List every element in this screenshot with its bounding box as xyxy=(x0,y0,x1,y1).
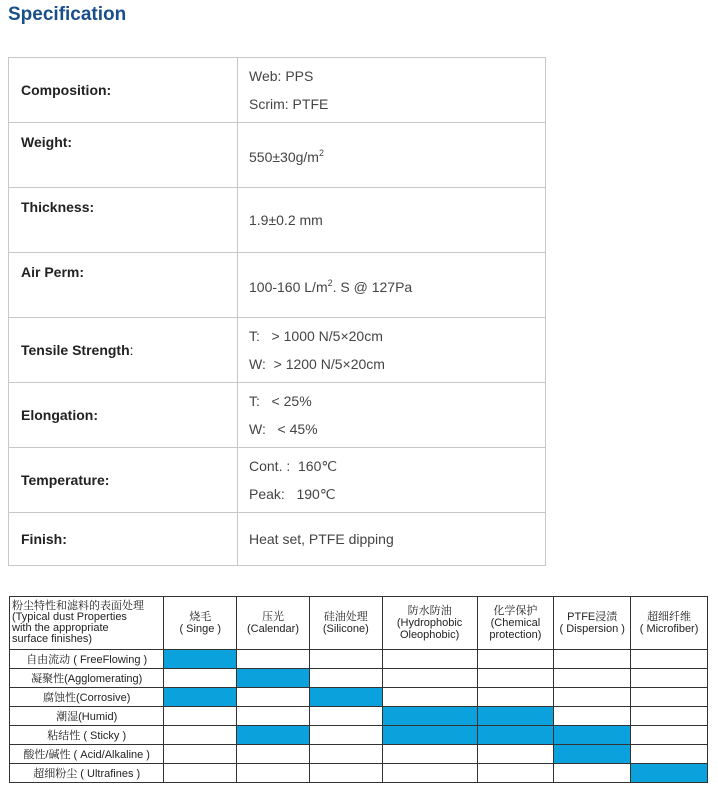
header-line: with the appropriate xyxy=(12,622,109,634)
dust-row-label: 超细粉尘 ( Ultrafines ) xyxy=(10,764,164,783)
page-title: Specification xyxy=(8,4,127,25)
superscript: 2 xyxy=(318,148,324,158)
spec-value-line: Scrim: PTFE xyxy=(249,96,329,112)
dust-cell-highlighted xyxy=(237,726,310,745)
spec-row-air-perm xyxy=(9,253,546,318)
dust-cell xyxy=(309,726,382,745)
dust-properties-table xyxy=(9,596,708,783)
superscript: 2 xyxy=(327,278,333,288)
spec-value: Heat set, PTFE dipping xyxy=(238,513,546,566)
spec-label xyxy=(9,318,238,383)
dust-row xyxy=(10,745,708,764)
spec-label-colon: : xyxy=(129,342,134,358)
dust-row-label: 粘结性 ( Sticky ) xyxy=(10,726,164,745)
header-line: surface finishes) xyxy=(12,633,93,645)
dust-cell-highlighted xyxy=(382,707,477,726)
spec-label: Finish: xyxy=(9,513,238,566)
spec-value-text: 100-160 L/m xyxy=(249,279,328,295)
dust-cell xyxy=(477,669,554,688)
dust-col-header xyxy=(631,597,708,650)
spec-value xyxy=(238,448,546,513)
dust-row xyxy=(10,764,708,783)
col-line: (Silicone) xyxy=(322,623,369,635)
dust-cell-highlighted xyxy=(554,745,631,764)
spec-label: Elongation: xyxy=(9,383,238,448)
dust-cell xyxy=(237,688,310,707)
dust-cell xyxy=(237,745,310,764)
spec-row-composition xyxy=(9,58,546,123)
dust-cell xyxy=(164,669,237,688)
col-line: ( Dispersion ) xyxy=(559,623,625,635)
specification-table xyxy=(8,57,546,566)
dust-cell xyxy=(382,669,477,688)
spec-label-text: Air Perm: xyxy=(21,264,85,280)
dust-col-header xyxy=(554,597,631,650)
spec-value-text: 550±30g/m xyxy=(249,149,319,165)
dust-cell-highlighted xyxy=(164,650,237,669)
dust-row xyxy=(10,688,708,707)
spec-value-line: T: < 25% xyxy=(249,393,312,409)
dust-cell xyxy=(237,707,310,726)
dust-cell xyxy=(164,726,237,745)
spec-row-temperature xyxy=(9,448,546,513)
dust-cell-highlighted xyxy=(237,669,310,688)
dust-cell xyxy=(164,707,237,726)
dust-row-label: 酸性/碱性 ( Acid/Alkaline ) xyxy=(10,745,164,764)
spec-label xyxy=(9,123,238,188)
dust-cell-highlighted xyxy=(631,764,708,783)
dust-cell-highlighted xyxy=(477,726,554,745)
dust-cell xyxy=(309,650,382,669)
spec-label-text: Tensile Strength xyxy=(21,342,130,358)
dust-cell xyxy=(477,650,554,669)
dust-cell xyxy=(554,688,631,707)
dust-cell xyxy=(382,764,477,783)
spec-label-text: Weight: xyxy=(21,134,73,150)
dust-cell-highlighted xyxy=(554,726,631,745)
dust-cell xyxy=(631,726,708,745)
col-line: PTFE浸渍 xyxy=(567,611,618,623)
dust-row-label: 腐蚀性(Corrosive) xyxy=(10,688,164,707)
col-line: ( Microfiber) xyxy=(639,623,699,635)
dust-cell-highlighted xyxy=(164,688,237,707)
spec-row-weight xyxy=(9,123,546,188)
dust-cell xyxy=(164,764,237,783)
spec-value xyxy=(238,318,546,383)
col-line: (Chemical xyxy=(490,617,541,629)
dust-cell xyxy=(309,707,382,726)
dust-cell xyxy=(554,764,631,783)
dust-row-label: 自由流动 ( FreeFlowing ) xyxy=(10,650,164,669)
dust-row-label: 潮湿(Humid) xyxy=(10,707,164,726)
spec-value xyxy=(238,253,546,318)
dust-cell xyxy=(382,745,477,764)
spec-value-line: Web: PPS xyxy=(249,68,314,84)
dust-row xyxy=(10,669,708,688)
spec-value xyxy=(238,383,546,448)
col-line: (Hydrophobic xyxy=(396,617,463,629)
dust-cell xyxy=(309,745,382,764)
dust-cell xyxy=(382,688,477,707)
dust-cell xyxy=(309,669,382,688)
spec-value-line: Cont. : 160℃ xyxy=(249,458,338,474)
dust-row xyxy=(10,726,708,745)
dust-cell xyxy=(237,764,310,783)
col-line: 化学保护 xyxy=(493,605,538,617)
dust-col-header xyxy=(237,597,310,650)
dust-col-header xyxy=(164,597,237,650)
dust-header-row xyxy=(10,597,708,650)
dust-col-header xyxy=(477,597,554,650)
spec-value-line: W: < 45% xyxy=(249,421,318,437)
dust-col-header xyxy=(309,597,382,650)
spec-value-line: T: > 1000 N/5×20cm xyxy=(249,328,383,344)
col-line: protection) xyxy=(489,629,542,641)
dust-row-label: 凝聚性(Agglomerating) xyxy=(10,669,164,688)
spec-value-line: W: > 1200 N/5×20cm xyxy=(249,356,385,372)
spec-label: Temperature: xyxy=(9,448,238,513)
dust-col-header xyxy=(382,597,477,650)
spec-label xyxy=(9,188,238,253)
header-line: 粉尘特性和滤料的表面处理 xyxy=(12,600,144,612)
dust-cell xyxy=(309,764,382,783)
dust-row xyxy=(10,650,708,669)
dust-cell-highlighted xyxy=(477,707,554,726)
spec-value-suffix: . S @ 127Pa xyxy=(332,279,413,295)
header-line: (Typical dust Properties xyxy=(12,611,127,623)
spec-row-finish xyxy=(9,513,546,566)
dust-cell xyxy=(382,650,477,669)
dust-cell xyxy=(631,650,708,669)
dust-cell xyxy=(477,745,554,764)
spec-label: Composition: xyxy=(9,58,238,123)
dust-header-first xyxy=(10,597,164,650)
col-line: 烧毛 xyxy=(189,611,212,623)
dust-cell xyxy=(631,707,708,726)
dust-cell xyxy=(631,745,708,764)
dust-cell xyxy=(554,650,631,669)
col-line: 超细纤维 xyxy=(647,611,692,623)
spec-row-tensile-strength xyxy=(9,318,546,383)
spec-value: 1.9±0.2 mm xyxy=(238,188,546,253)
dust-cell xyxy=(554,707,631,726)
dust-cell xyxy=(554,669,631,688)
spec-label xyxy=(9,253,238,318)
col-line: 压光 xyxy=(262,611,284,623)
spec-value-line: Peak: 190℃ xyxy=(249,486,336,502)
dust-body xyxy=(10,650,708,783)
dust-cell xyxy=(164,745,237,764)
dust-cell-highlighted xyxy=(382,726,477,745)
col-line: (Calendar) xyxy=(247,623,299,635)
spec-value xyxy=(238,58,546,123)
dust-cell xyxy=(477,688,554,707)
dust-cell xyxy=(477,764,554,783)
spec-label-text: Thickness: xyxy=(21,199,95,215)
spec-row-elongation xyxy=(9,383,546,448)
col-line: ( Singe ) xyxy=(179,623,222,635)
col-line: 硅油处理 xyxy=(323,611,368,623)
dust-cell xyxy=(631,669,708,688)
spec-row-thickness xyxy=(9,188,546,253)
col-line: Oleophobic) xyxy=(399,629,460,641)
dust-cell xyxy=(631,688,708,707)
dust-row xyxy=(10,707,708,726)
spec-value xyxy=(238,123,546,188)
col-line: 防水防油 xyxy=(407,605,452,617)
dust-cell-highlighted xyxy=(309,688,382,707)
dust-cell xyxy=(237,650,310,669)
